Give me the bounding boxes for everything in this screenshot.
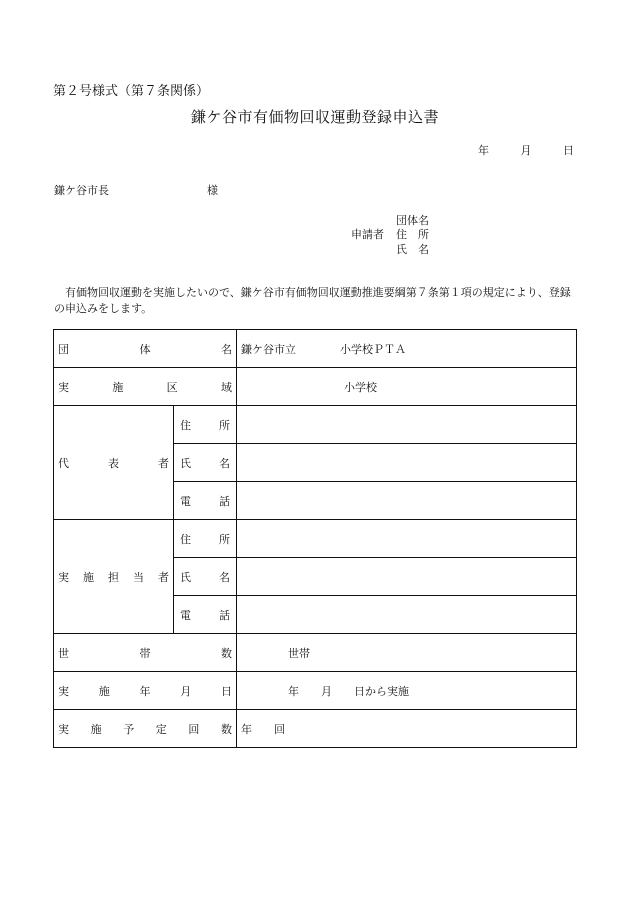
addressee-name: 鎌ケ谷市長 bbox=[54, 184, 109, 197]
label-char: 住 bbox=[180, 532, 191, 546]
label-char: 話 bbox=[219, 608, 230, 622]
label-char: 氏 bbox=[180, 456, 191, 470]
org-name-suffix: 小学校ＰＴＡ bbox=[340, 342, 406, 356]
label-char: 定 bbox=[155, 722, 167, 736]
contact-phone-label-cell bbox=[174, 596, 237, 634]
label-char: 電 bbox=[180, 494, 191, 508]
date-day-label: 日 bbox=[563, 144, 574, 157]
applicant-name-label: 氏 名 bbox=[396, 243, 429, 256]
org-name-label-cell bbox=[54, 330, 237, 368]
table-row bbox=[54, 634, 577, 672]
area-value: 小学校 bbox=[344, 380, 377, 394]
label-char: 日 bbox=[221, 684, 232, 698]
contact-name-label bbox=[178, 569, 232, 585]
label-char: 実 bbox=[58, 380, 69, 394]
area-field[interactable] bbox=[237, 368, 577, 406]
label-char: 世 bbox=[58, 646, 69, 660]
label-char: 所 bbox=[219, 418, 230, 432]
contact-name-field[interactable] bbox=[237, 558, 577, 596]
label-char: 数 bbox=[221, 646, 232, 660]
planned-year-label: 年 bbox=[241, 722, 252, 736]
label-char: 体 bbox=[139, 342, 151, 356]
planned-count-unit: 回 bbox=[274, 722, 285, 736]
label-char: 実 bbox=[58, 570, 69, 584]
label-char: 者 bbox=[158, 570, 169, 584]
start-month-label: 月 bbox=[321, 684, 332, 698]
representative-label-cell bbox=[54, 406, 174, 520]
label-char: 実 bbox=[58, 722, 69, 736]
label-char: 担 bbox=[108, 570, 119, 584]
label-char: 回 bbox=[188, 722, 200, 736]
label-char: 話 bbox=[219, 494, 230, 508]
area-label-cell bbox=[54, 368, 237, 406]
contact-address-field[interactable] bbox=[237, 520, 577, 558]
rep-phone-label bbox=[178, 493, 232, 509]
table-row bbox=[54, 672, 577, 710]
start-date-label bbox=[58, 683, 232, 699]
date-month-label: 月 bbox=[520, 144, 532, 157]
label-char: 表 bbox=[108, 456, 119, 470]
contact-address-label bbox=[178, 531, 232, 547]
contact-name-label-cell bbox=[174, 558, 237, 596]
application-table bbox=[53, 329, 577, 748]
org-name-prefix: 鎌ケ谷市立 bbox=[241, 342, 296, 356]
planned-count-label-cell bbox=[54, 710, 237, 748]
label-char: 施 bbox=[90, 722, 102, 736]
rep-address-field[interactable] bbox=[237, 406, 577, 444]
households-label bbox=[58, 645, 232, 661]
households-unit: 世帯 bbox=[288, 646, 310, 660]
label-char: 住 bbox=[180, 418, 191, 432]
rep-name-label-cell bbox=[174, 444, 237, 482]
label-char: 施 bbox=[83, 570, 94, 584]
rep-name-label bbox=[178, 455, 232, 471]
contact-phone-field[interactable] bbox=[237, 596, 577, 634]
table-row bbox=[54, 406, 577, 444]
rep-address-label bbox=[178, 417, 232, 433]
rep-phone-field[interactable] bbox=[237, 482, 577, 520]
label-char: 予 bbox=[123, 722, 135, 736]
contact-person-label bbox=[58, 569, 169, 585]
table-row bbox=[54, 330, 577, 368]
addressee-line bbox=[54, 182, 218, 198]
planned-count-field[interactable] bbox=[237, 710, 577, 748]
date-year-label: 年 bbox=[478, 144, 489, 157]
org-name-field[interactable] bbox=[237, 330, 577, 368]
applicant-address-label: 住 所 bbox=[396, 228, 429, 241]
document-title: 鎌ケ谷市有価物回収運動登録申込書 bbox=[190, 108, 439, 126]
households-field[interactable] bbox=[237, 634, 577, 672]
rep-address-label-cell bbox=[174, 406, 237, 444]
addressee-honorific: 様 bbox=[207, 184, 218, 197]
label-char: 数 bbox=[220, 722, 232, 736]
contact-phone-label bbox=[178, 607, 232, 623]
start-date-label-cell bbox=[54, 672, 237, 710]
label-char: 名 bbox=[219, 570, 230, 584]
table-row bbox=[54, 368, 577, 406]
label-char: 代 bbox=[58, 456, 69, 470]
label-char: 団 bbox=[58, 342, 69, 356]
planned-count-label bbox=[58, 721, 232, 737]
label-char: 域 bbox=[220, 380, 232, 394]
label-char: 者 bbox=[158, 456, 169, 470]
contact-label-cell bbox=[54, 520, 174, 634]
table-row bbox=[54, 710, 577, 748]
households-label-cell bbox=[54, 634, 237, 672]
start-suffix-label: 日から実施 bbox=[354, 684, 409, 698]
rep-name-field[interactable] bbox=[237, 444, 577, 482]
label-char: 年 bbox=[139, 684, 151, 698]
label-char: 電 bbox=[180, 608, 191, 622]
label-char: 帯 bbox=[139, 646, 151, 660]
label-char: 名 bbox=[219, 456, 230, 470]
representative-label bbox=[58, 455, 169, 471]
label-char: 氏 bbox=[180, 570, 191, 584]
table-row bbox=[54, 520, 577, 558]
label-char: 名 bbox=[221, 342, 232, 356]
label-char: 施 bbox=[98, 684, 110, 698]
rep-phone-label-cell bbox=[174, 482, 237, 520]
form-number-label: 第２号様式（第７条関係） bbox=[53, 84, 210, 99]
org-name-label bbox=[58, 341, 232, 357]
start-date-field[interactable] bbox=[237, 672, 577, 710]
label-char: 所 bbox=[219, 532, 230, 546]
label-char: 施 bbox=[112, 380, 124, 394]
contact-address-label-cell bbox=[174, 520, 237, 558]
start-year-label: 年 bbox=[288, 684, 299, 698]
label-char: 区 bbox=[166, 380, 178, 394]
date-line bbox=[472, 142, 574, 158]
label-char: 実 bbox=[58, 684, 69, 698]
area-label bbox=[58, 379, 232, 395]
applicant-label: 申請者 bbox=[351, 228, 384, 241]
request-statement: 有価物回収運動を実施したいので、鎌ケ谷市有価物回収運動推進要綱第７条第１項の規定により、登録の申込みをします。 bbox=[54, 286, 571, 315]
label-char: 月 bbox=[180, 684, 192, 698]
label-char: 当 bbox=[133, 570, 144, 584]
applicant-org-label: 団体名 bbox=[396, 214, 429, 227]
